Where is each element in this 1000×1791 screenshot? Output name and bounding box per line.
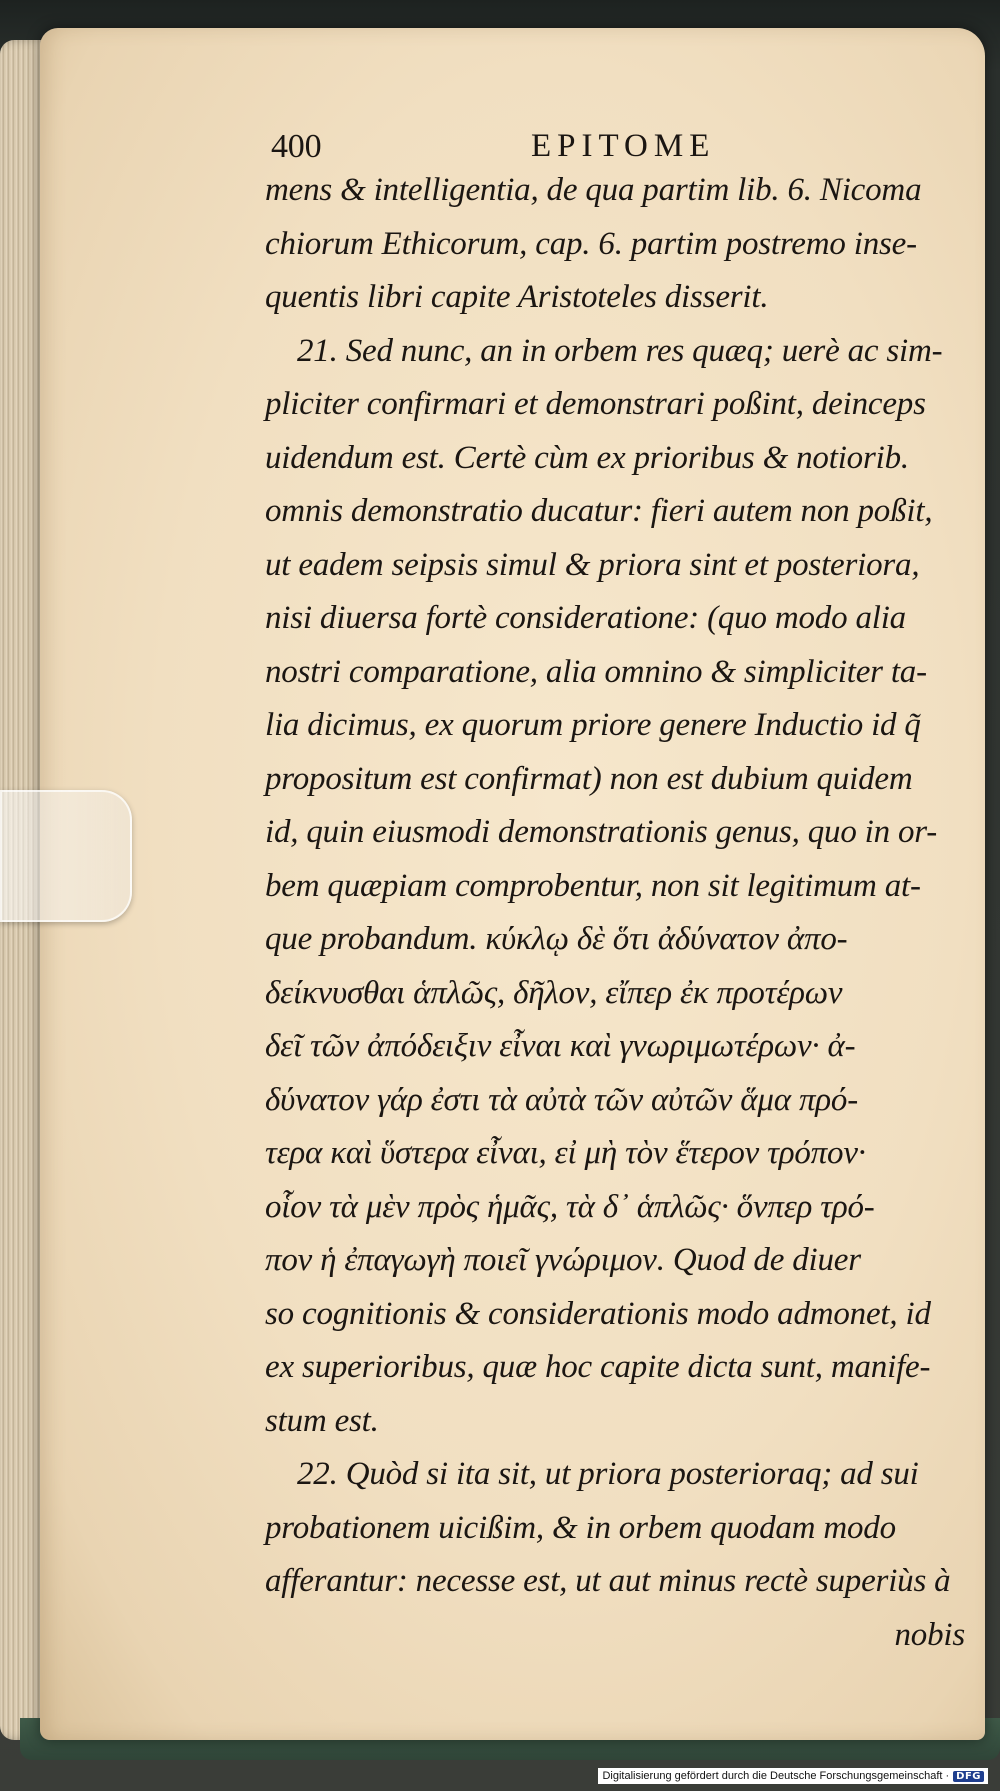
text-line: probationem uicißim, & in orbem quodam modo — [265, 1509, 896, 1546]
running-title: EPITOME — [531, 128, 716, 164]
text-line: quentis libri capite Aristoteles disserit. — [265, 279, 769, 315]
greek-text-line: δείκνυσθαι ἁπλῶς, δῆλον, εἴπερ ἐκ προτέρων — [265, 974, 843, 1011]
dfg-logo: DFG — [953, 1771, 984, 1782]
text-line: 21. Sed nunc, an in orbem res quæq; uerè ac sim- — [297, 332, 943, 369]
text-line: stum est. — [265, 1402, 379, 1439]
greek-text-line: οἷον τὰ μὲν πρὸς ἡμᾶς, τὰ δ᾽ ἁπλῶς· ὅνπερ τρό- — [265, 1188, 875, 1225]
text-line: nostri comparatione, alia omnino & simpliciter ta- — [265, 653, 927, 690]
text-line: ut eadem seipsis simul & priora sint et posteriora, — [265, 546, 920, 583]
catchword: nobis — [894, 1616, 965, 1653]
text-line: πον ἡ ἐπαγωγὴ ποιεῖ γνώριμον. Quod de diuer — [265, 1242, 861, 1278]
text-line: id, quin eiusmodi demonstrationis genus, quo in or- — [265, 814, 938, 850]
page-header — [265, 118, 975, 164]
text-line: nisi diuersa fortè consideratione: (quo modo alia — [265, 600, 906, 636]
text-line: bem quæpiam comprobentur, non sit legitimum at- — [265, 867, 921, 904]
text-line: propositum est confirmat) non est dubium quidem — [265, 760, 913, 797]
text-line: que probandum. κύκλῳ δὲ ὅτι ἀδύνατον ἀπο- — [265, 921, 848, 957]
greek-text-line: δεῖ τῶν ἀπόδειξιν εἶναι καὶ γνωριμωτέρων· ἀ- — [265, 1028, 856, 1064]
page-clip-marker — [0, 790, 132, 922]
text-line: 22. Quòd si ita sit, ut priora posterioraq; ad sui — [297, 1456, 919, 1492]
text-line: omnis demonstratio ducatur: fieri autem non poßit, — [265, 493, 933, 529]
page-text — [265, 118, 975, 1662]
greek-text-line: τερα καὶ ὕστερα εἶναι, εἰ μὴ τὸν ἕτερον τρόπον· — [265, 1135, 866, 1171]
digitization-credit — [598, 1768, 988, 1784]
text-line: mens & intelligentia, de qua partim lib. 6. Nicoma — [265, 172, 922, 208]
text-line: so cognitionis & considerationis modo admonet, id — [265, 1295, 931, 1332]
text-line: ex superioribus, quæ hoc capite dicta sunt, manife- — [265, 1349, 931, 1385]
text-line: chiorum Ethicorum, cap. 6. partim postremo inse- — [265, 225, 917, 262]
greek-text-line: δύνατον γάρ ἐστι τὰ αὐτὰ τῶν αὐτῶν ἅμα πρό- — [265, 1081, 859, 1118]
text-line: uidendum est. Certè cùm ex prioribus & notiorib. — [265, 439, 909, 476]
text-line: pliciter confirmari et demonstrari poßint, deinceps — [265, 386, 926, 422]
text-line: afferantur: necesse est, ut aut minus rectè superiùs à — [265, 1563, 951, 1599]
credit-text: Digitalisierung gefördert durch die Deutsche Forschungsgemeinschaft · — [602, 1770, 950, 1782]
text-line: lia dicimus, ex quorum priore genere Inductio id q̃ — [265, 707, 921, 743]
page-number: 400 — [271, 128, 322, 165]
